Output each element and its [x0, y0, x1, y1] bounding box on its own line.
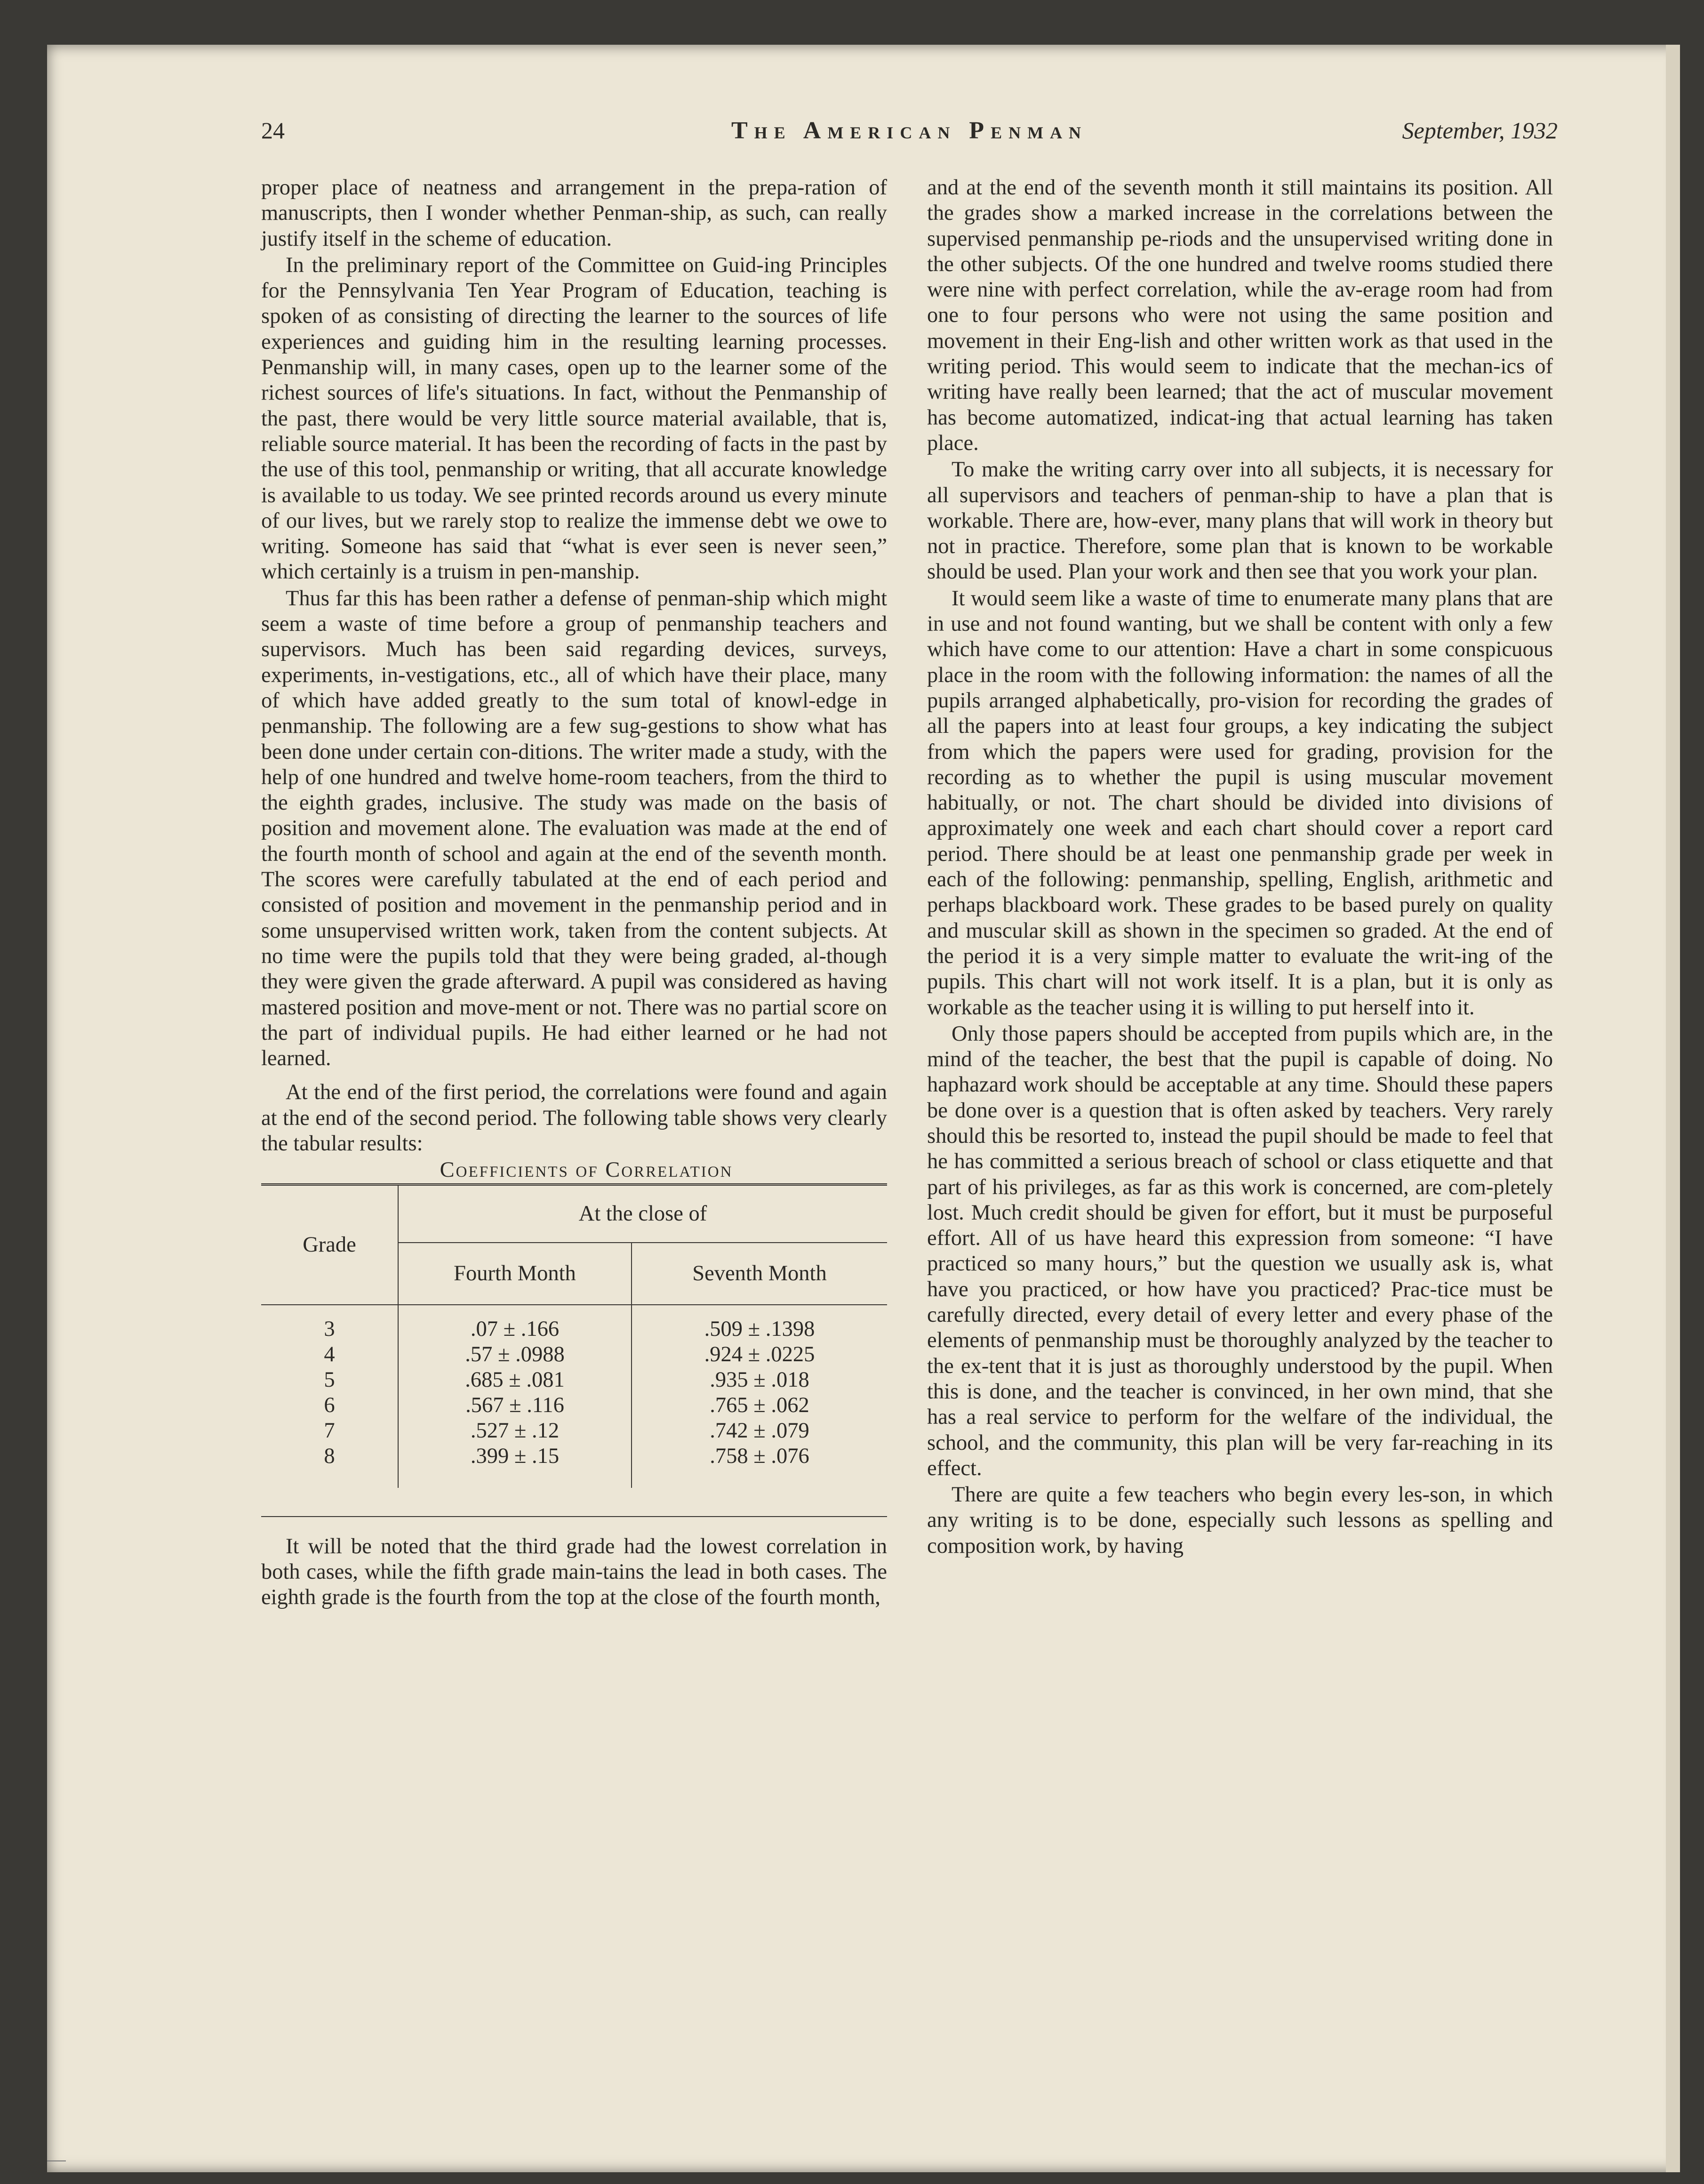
paragraph: Thus far this has been rather a defense of penman-ship which might seem a waste of time before a group of penmanship teachers and supervisors. Much has been said regarding devices, surveys, experiments, in-vestigations, etc., all of which have their place, many of which have added greatly to the sum total of knowl-edge in penmanship. The following are a few sug-gestions to show what has been done under certain con-ditions. The writer made a study, with the help of one hundred and twelve home-room teachers, from the third to the eighth grades, inclusive. The study was made on the basis of position and movement alone. The evaluation was made at the end of the fourth month of school and again at the end of the seventh month. The scores were carefully tabulated at the end of each period and consisted of position and movement in the penmanship period and in some unsupervised written work, taken from the content subjects. At no time were the pupils told that they were being graded, al-though they were given the grade afterward. A pupil was considered as having mastered position and move-ment or not. There was no partial score on the part of individual pupils. He had either learned or he had not learned.	[261, 586, 887, 1071]
crop-mark	[47, 2160, 66, 2161]
paragraph: Only those papers should be accepted from pupils which are, in the mind of the teacher, the best that the pupil is capable of doing. No haphazard work should be acceptable at any time. Should these papers be done over is a question that is often asked by teachers. Very rarely should this be resorted to, instead the pupil should be made to feel that he has committed a serious breach of school or class etiquette and that part of his privileges, as far as this work is concerned, are com-pletely lost. Much credit should be given for effort, but it must be purposeful effort. All of us have heard this expression from someone: “I have practiced so many hours,” but the question we usually ask is, what have you practiced, or how have you practiced? Prac-tice must be carefully directed, every detail of every letter and every phase of the elements of penmanship must be thoroughly analyzed by the teacher to the ex-tent that it is just as thoroughly understood by the pupil. When this is done, and the teacher is convinced, in her own mind, that she has a real service to perform for the welfare of the individual, the school, and the community, this plan will be very far-reaching in its effect.	[927, 1021, 1553, 1480]
correlation-table	[261, 1183, 887, 1488]
correlation-table-wrap	[261, 1183, 887, 1517]
grade-header: Grade	[261, 1184, 398, 1305]
binding-gutter	[1666, 45, 1680, 2172]
paragraph: It will be noted that the third grade had the lowest correlation in both cases, while the fifth grade main-tains the lead in both cases. The eighth grade is the fourth from the top at the close of the fourth month,	[261, 1534, 887, 1610]
table-row: 3 .07 ± .166 .509 ± .1398	[261, 1317, 887, 1342]
page-number: 24	[261, 117, 285, 144]
table-row: 6 .567 ± .116 .765 ± .062	[261, 1393, 887, 1418]
table-row: 5 .685 ± .081 .935 ± .018	[261, 1367, 887, 1393]
fourth-month-header: Fourth Month	[398, 1243, 632, 1305]
issue-date: September, 1932	[1402, 117, 1558, 144]
table-bottom-rule	[261, 1516, 887, 1517]
paragraph: There are quite a few teachers who begin every les-son, in which any writing is to be done, especially such lessons as spelling and composition work, by having	[927, 1483, 1553, 1558]
table-row: 8 .399 ± .15 .758 ± .076	[261, 1444, 887, 1469]
paragraph: proper place of neatness and arrangement in the prepa-ration of manuscripts, then I wonder whether Penman-ship, as such, can really justify itself in the scheme of education.	[261, 176, 887, 251]
left-column	[261, 175, 887, 1610]
table-caption: Coefficients of Correlation	[440, 1158, 733, 1182]
table-row: 7 .527 ± .12 .742 ± .079	[261, 1418, 887, 1444]
paragraph: In the preliminary report of the Committee on Guid-ing Principles for the Pennsylvania Ten Year Program of Education, teaching is spoken of as consisting of directing the learner to the sources of life experiences and guiding him in the resulting learning processes. Penmanship will, in many cases, open up to the learner some of the richest sources of life's situations. In fact, without the Penmanship of the past, there would be very little source material available, that is, reliable source material. It has been the recording of facts in the past by the use of this tool, penmanship or writing, that all accurate knowledge is available to us today. We see printed records around us every minute of our lives, but we rarely stop to realize the immense debt we owe to writing. Someone has said that “what is ever seen is never seen,” which certainly is a truism in pen-manship.	[261, 253, 887, 584]
paragraph: To make the writing carry over into all subjects, it is necessary for all supervisors and teachers of penman-ship to have a plan that is workable. There are, how-ever, many plans that will work in theory but not in practice. Therefore, some plan that is known to be workable should be used. Plan your work and then see that you work your plan.	[927, 458, 1553, 584]
paragraph: At the end of the first period, the correlations were found and again at the end of the second period. The following table shows very clearly the tabular results:	[261, 1080, 887, 1156]
group-header: At the close of	[578, 1201, 707, 1226]
journal-title: The American Penman	[731, 117, 1088, 144]
paragraph: It would seem like a waste of time to enumerate many plans that are in use and not found wanting, but we shall be content with only a few which have come to our attention: Have a chart in some conspicuous place in the room with the following information: the names of all the pupils arranged alphabetically, pro-vision for recording the grades of all the papers into at least four groups, a key indicating the subject from which the papers were used for grading, provision for the recording as to whether the pupil is using muscular movement habitually, or not. The chart should be divided into divisions of approximately one week and each chart should cover a report card period. There should be at least one penmanship grade per week in each of the following: penmanship, spelling, English, arithmetic and perhaps blackboard work. These grades to be based purely on quality and muscular skill as shown in the specimen so graded. At the end of the period it is a very simple matter to evaluate the writ-ing of the pupils. This chart will not work itself. It is a plan, but it is only as workable as the teacher using it is willing to put herself into it.	[927, 586, 1553, 1020]
table-row: 4 .57 ± .0988 .924 ± .0225	[261, 1342, 887, 1367]
paragraph: and at the end of the seventh month it still maintains its position. All the grades show a marked increase in the correlations between the supervised penmanship pe-riods and the unsupervised writing done in the other subjects. Of the one hundred and twelve rooms studied there were nine with perfect correlation, while the av-erage room had from one to four persons who were not using the same position and movement in their Eng-lish and other written work as that used in the writing period. This would seem to indicate that the mechan-ics of writing have really been learned; that the act of muscular movement has become automatized, indicat-ing that actual learning has taken place.	[927, 176, 1553, 455]
running-header	[261, 117, 1558, 150]
seventh-month-header: Seventh Month	[692, 1261, 827, 1285]
right-column	[927, 175, 1553, 1559]
